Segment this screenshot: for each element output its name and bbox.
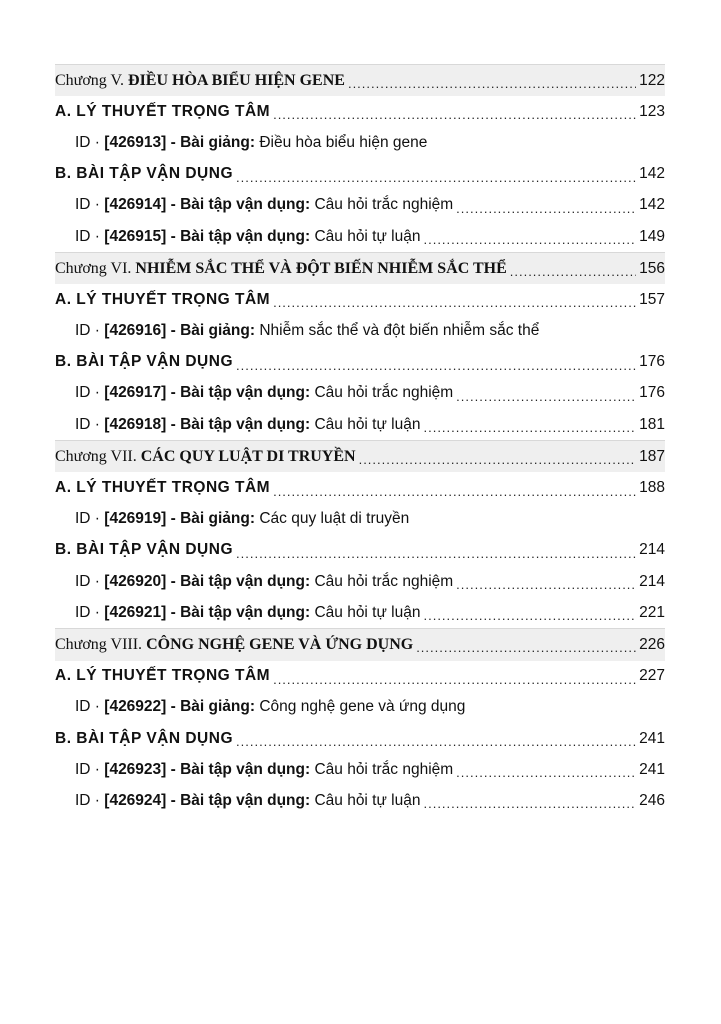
section-title: A. LÝ THUYẾT TRỌNG TÂM	[55, 667, 271, 685]
page-number: 176	[639, 384, 665, 402]
dot-leader	[456, 390, 636, 403]
entry-kind: - Bài tập vận dụng:	[170, 384, 311, 402]
id-prefix: ID ·	[75, 698, 100, 716]
entry-text: Công nghệ gene và ứng dụng	[259, 698, 466, 716]
chapter-title	[55, 260, 507, 278]
entry-id: [426920]	[104, 572, 167, 590]
entry-text: Câu hỏi trắc nghiệm	[314, 384, 454, 402]
dot-leader	[423, 421, 636, 434]
id-prefix: ID ·	[75, 510, 100, 528]
chapter-heading[interactable]	[55, 440, 665, 472]
id-prefix: ID ·	[75, 133, 100, 151]
chapter-title	[55, 448, 356, 466]
entry-title	[75, 510, 409, 528]
entry-text: Câu hỏi tự luận	[314, 603, 421, 621]
entry-title	[75, 134, 427, 152]
chapter-heading[interactable]	[55, 628, 665, 660]
id-prefix: ID ·	[75, 196, 100, 214]
toc-entry[interactable]	[55, 127, 665, 158]
page-number: 187	[639, 447, 665, 465]
entry-title	[75, 761, 453, 779]
chapter-heading[interactable]	[55, 252, 665, 284]
dot-leader	[273, 673, 636, 686]
toc-entry[interactable]	[55, 409, 665, 440]
entry-title	[75, 416, 420, 434]
dot-leader	[423, 609, 636, 622]
page-number: 142	[639, 196, 665, 214]
dot-leader	[456, 578, 636, 591]
toc-entry[interactable]	[55, 692, 665, 723]
section-heading[interactable]	[55, 347, 665, 378]
toc-entry[interactable]	[55, 378, 665, 409]
entry-kind: - Bài giảng:	[170, 322, 256, 340]
dot-leader	[510, 265, 636, 278]
id-prefix: ID ·	[75, 760, 100, 778]
dot-leader	[423, 233, 636, 246]
dot-leader	[273, 485, 636, 498]
entry-id: [426916]	[104, 322, 167, 340]
page-number: 227	[639, 667, 665, 685]
chapter-heading[interactable]	[55, 64, 665, 96]
entry-id: [426921]	[104, 603, 167, 621]
chapter-number: Chương VII.	[55, 447, 137, 465]
entry-text: Câu hỏi tự luận	[314, 227, 421, 245]
entry-id: [426918]	[104, 415, 167, 433]
dot-leader	[273, 296, 636, 309]
entry-text: Câu hỏi trắc nghiệm	[314, 196, 454, 214]
table-of-contents	[55, 64, 665, 817]
toc-entry[interactable]	[55, 566, 665, 597]
section-heading[interactable]	[55, 723, 665, 754]
toc-entry[interactable]	[55, 785, 665, 816]
id-prefix: ID ·	[75, 227, 100, 245]
toc-entry[interactable]	[55, 754, 665, 785]
entry-id: [426923]	[104, 760, 167, 778]
page-number: 246	[639, 791, 665, 809]
chapter-number: Chương VI.	[55, 259, 132, 277]
entry-text: Câu hỏi trắc nghiệm	[314, 572, 454, 590]
id-prefix: ID ·	[75, 791, 100, 809]
toc-entry[interactable]	[55, 221, 665, 252]
section-title: B. BÀI TẬP VẬN DỤNG	[55, 541, 234, 559]
dot-leader	[456, 766, 636, 779]
section-heading[interactable]	[55, 96, 665, 127]
entry-kind: - Bài giảng:	[170, 133, 256, 151]
entry-title	[75, 698, 465, 716]
chapter-name: ĐIỀU HÒA BIỂU HIỆN GENE	[128, 71, 345, 89]
section-heading[interactable]	[55, 284, 665, 315]
section-title: B. BÀI TẬP VẬN DỤNG	[55, 353, 234, 371]
section-heading[interactable]	[55, 159, 665, 190]
page-number: 214	[639, 572, 665, 590]
page-number: 157	[639, 290, 665, 308]
entry-title	[75, 604, 420, 622]
entry-kind: - Bài tập vận dụng:	[170, 227, 311, 245]
section-title: B. BÀI TẬP VẬN DỤNG	[55, 729, 234, 747]
entry-id: [426919]	[104, 510, 167, 528]
entry-kind: - Bài tập vận dụng:	[170, 791, 311, 809]
entry-id: [426915]	[104, 227, 167, 245]
entry-kind: - Bài tập vận dụng:	[170, 415, 311, 433]
entry-id: [426914]	[104, 196, 167, 214]
page-number: 123	[639, 102, 665, 120]
section-title: B. BÀI TẬP VẬN DỤNG	[55, 165, 234, 183]
entry-id: [426913]	[104, 133, 167, 151]
entry-kind: - Bài tập vận dụng:	[170, 572, 311, 590]
dot-leader	[348, 77, 636, 90]
dot-leader	[236, 735, 636, 748]
entry-id: [426924]	[104, 791, 167, 809]
dot-leader	[273, 108, 636, 121]
chapter-name: CÔNG NGHỆ GENE VÀ ỨNG DỤNG	[146, 635, 414, 653]
entry-id: [426922]	[104, 698, 167, 716]
entry-title	[75, 228, 420, 246]
chapter-name: NHIỄM SẮC THỂ VÀ ĐỘT BIẾN NHIỄM SẮC THỂ	[135, 259, 507, 277]
page-number: 188	[639, 479, 665, 497]
entry-kind: - Bài tập vận dụng:	[170, 196, 311, 214]
entry-text: Câu hỏi tự luận	[314, 791, 421, 809]
chapter-title	[55, 72, 345, 90]
section-title: A. LÝ THUYẾT TRỌNG TÂM	[55, 102, 271, 120]
page-number: 221	[639, 603, 665, 621]
page-number: 241	[639, 729, 665, 747]
entry-title	[75, 573, 453, 591]
section-heading[interactable]	[55, 472, 665, 503]
id-prefix: ID ·	[75, 572, 100, 590]
entry-id: [426917]	[104, 384, 167, 402]
entry-text: Câu hỏi trắc nghiệm	[314, 760, 454, 778]
entry-text: Nhiễm sắc thể và đột biến nhiễm sắc thể	[259, 322, 540, 340]
page-number: 156	[639, 259, 665, 277]
dot-leader	[423, 797, 636, 810]
section-heading[interactable]	[55, 535, 665, 566]
section-title: A. LÝ THUYẾT TRỌNG TÂM	[55, 479, 271, 497]
entry-text: Câu hỏi tự luận	[314, 415, 421, 433]
dot-leader	[236, 359, 636, 372]
entry-kind: - Bài giảng:	[170, 510, 256, 528]
page-number: 226	[639, 635, 665, 653]
section-heading[interactable]	[55, 661, 665, 692]
chapter-title	[55, 636, 413, 654]
page-number: 214	[639, 541, 665, 559]
entry-title	[75, 792, 420, 810]
toc-entry[interactable]	[55, 597, 665, 628]
chapter-number: Chương V.	[55, 71, 125, 89]
page-number: 176	[639, 353, 665, 371]
id-prefix: ID ·	[75, 322, 100, 340]
page-number: 122	[639, 71, 665, 89]
id-prefix: ID ·	[75, 384, 100, 402]
chapter-number: Chương VIII.	[55, 635, 143, 653]
page-number: 181	[639, 415, 665, 433]
id-prefix: ID ·	[75, 415, 100, 433]
toc-entry[interactable]	[55, 316, 665, 347]
toc-entry[interactable]	[55, 504, 665, 535]
dot-leader	[236, 547, 636, 560]
page-number: 241	[639, 760, 665, 778]
section-title: A. LÝ THUYẾT TRỌNG TÂM	[55, 290, 271, 308]
page-number: 142	[639, 165, 665, 183]
entry-text: Điều hòa biểu hiện gene	[259, 133, 428, 151]
entry-title	[75, 196, 453, 214]
page-number: 149	[639, 227, 665, 245]
entry-title	[75, 322, 539, 340]
entry-text: Các quy luật di truyền	[259, 510, 410, 528]
dot-leader	[416, 641, 636, 654]
dot-leader	[456, 202, 636, 215]
chapter-name: CÁC QUY LUẬT DI TRUYỀN	[140, 447, 356, 465]
entry-kind: - Bài giảng:	[170, 698, 256, 716]
entry-kind: - Bài tập vận dụng:	[170, 603, 311, 621]
dot-leader	[236, 171, 636, 184]
dot-leader	[359, 453, 636, 466]
id-prefix: ID ·	[75, 603, 100, 621]
entry-title	[75, 384, 453, 402]
entry-kind: - Bài tập vận dụng:	[170, 760, 311, 778]
toc-entry[interactable]	[55, 190, 665, 221]
